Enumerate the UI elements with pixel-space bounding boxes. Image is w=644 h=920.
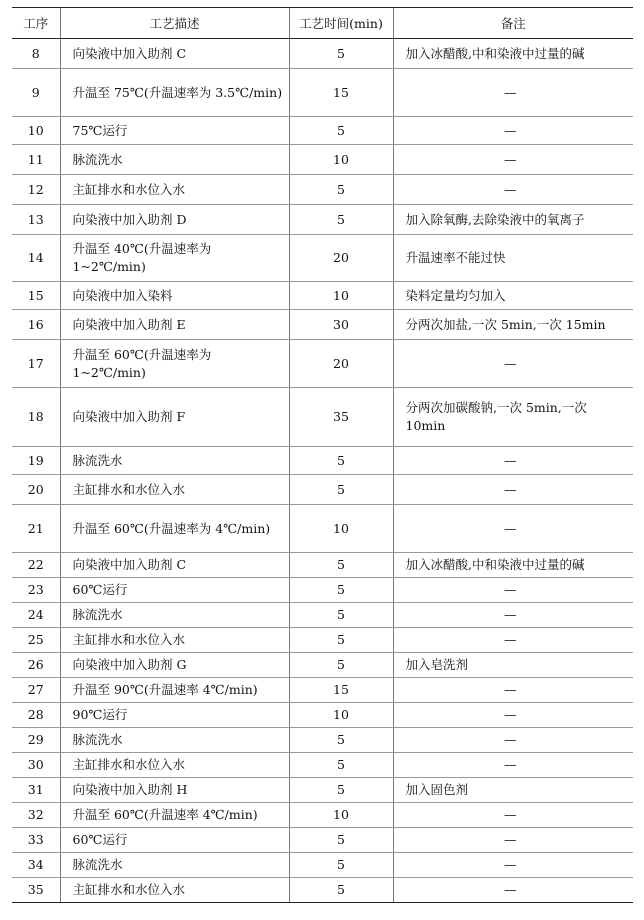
note-cell: —	[393, 703, 633, 728]
time-cell: 10	[289, 145, 393, 175]
step-cell: 21	[12, 505, 60, 553]
description-cell: 向染液中加入助剂 C	[60, 553, 289, 578]
description-cell: 向染液中加入染料	[60, 282, 289, 310]
table-row	[12, 235, 633, 282]
note-cell: 升温速率不能过快	[393, 235, 633, 282]
step-cell: 9	[12, 69, 60, 117]
step-cell: 26	[12, 653, 60, 678]
time-cell: 15	[289, 69, 393, 117]
description-cell: 脉流洗水	[60, 853, 289, 878]
description-cell: 75℃运行	[60, 117, 289, 145]
table-row	[12, 117, 633, 145]
table-row	[12, 282, 633, 310]
time-cell: 5	[289, 753, 393, 778]
time-cell: 5	[289, 778, 393, 803]
description-cell: 向染液中加入助剂 G	[60, 653, 289, 678]
step-cell: 31	[12, 778, 60, 803]
time-cell: 5	[289, 553, 393, 578]
time-cell: 5	[289, 878, 393, 903]
description-cell: 升温至 60℃(升温速率为 4℃/min)	[60, 505, 289, 553]
note-cell: 分两次加碳酸钠,一次 5min,一次 10min	[393, 388, 633, 447]
step-cell: 8	[12, 39, 60, 69]
table-row	[12, 505, 633, 553]
description-cell: 主缸排水和水位入水	[60, 753, 289, 778]
step-cell: 30	[12, 753, 60, 778]
note-cell: —	[393, 505, 633, 553]
time-cell: 5	[289, 205, 393, 235]
process-table-container	[12, 7, 633, 903]
step-cell: 32	[12, 803, 60, 828]
step-cell: 14	[12, 235, 60, 282]
time-cell: 10	[289, 282, 393, 310]
description-cell: 向染液中加入助剂 C	[60, 39, 289, 69]
note-cell: —	[393, 175, 633, 205]
table-row	[12, 39, 633, 69]
process-table	[12, 7, 633, 903]
table-row	[12, 803, 633, 828]
step-cell: 12	[12, 175, 60, 205]
note-cell: 染料定量均匀加入	[393, 282, 633, 310]
table-row	[12, 778, 633, 803]
note-cell: —	[393, 145, 633, 175]
time-cell: 35	[289, 388, 393, 447]
time-cell: 10	[289, 505, 393, 553]
table-row	[12, 628, 633, 653]
table-row	[12, 853, 633, 878]
note-cell: —	[393, 628, 633, 653]
time-cell: 5	[289, 175, 393, 205]
table-header-row	[12, 8, 633, 39]
step-cell: 20	[12, 475, 60, 505]
time-cell: 5	[289, 653, 393, 678]
table-row	[12, 145, 633, 175]
table-row	[12, 310, 633, 340]
description-cell: 向染液中加入助剂 F	[60, 388, 289, 447]
description-cell: 脉流洗水	[60, 728, 289, 753]
description-cell: 升温至 60℃(升温速率为 1~2℃/min)	[60, 340, 289, 388]
note-cell: —	[393, 728, 633, 753]
note-cell: 加入皂洗剂	[393, 653, 633, 678]
description-cell: 脉流洗水	[60, 603, 289, 628]
table-row	[12, 553, 633, 578]
table-row	[12, 447, 633, 475]
time-cell: 5	[289, 447, 393, 475]
table-row	[12, 753, 633, 778]
time-cell: 5	[289, 39, 393, 69]
description-cell: 60℃运行	[60, 828, 289, 853]
table-row	[12, 603, 633, 628]
time-cell: 5	[289, 117, 393, 145]
step-cell: 34	[12, 853, 60, 878]
time-cell: 30	[289, 310, 393, 340]
step-cell: 17	[12, 340, 60, 388]
table-row	[12, 878, 633, 903]
step-cell: 25	[12, 628, 60, 653]
note-cell: —	[393, 117, 633, 145]
note-cell: 加入固色剂	[393, 778, 633, 803]
note-cell: —	[393, 878, 633, 903]
step-cell: 11	[12, 145, 60, 175]
step-cell: 10	[12, 117, 60, 145]
time-cell: 5	[289, 628, 393, 653]
table-row	[12, 175, 633, 205]
note-cell: —	[393, 69, 633, 117]
table-row	[12, 475, 633, 505]
time-cell: 20	[289, 340, 393, 388]
description-cell: 脉流洗水	[60, 145, 289, 175]
table-row	[12, 653, 633, 678]
description-cell: 升温至 75℃(升温速率为 3.5℃/min)	[60, 69, 289, 117]
note-cell: —	[393, 803, 633, 828]
note-cell: —	[393, 578, 633, 603]
description-cell: 60℃运行	[60, 578, 289, 603]
note-cell: —	[393, 853, 633, 878]
time-cell: 5	[289, 578, 393, 603]
table-row	[12, 340, 633, 388]
description-cell: 升温至 40℃(升温速率为 1~2℃/min)	[60, 235, 289, 282]
table-row	[12, 703, 633, 728]
step-cell: 22	[12, 553, 60, 578]
step-cell: 23	[12, 578, 60, 603]
table-row	[12, 578, 633, 603]
note-cell: —	[393, 678, 633, 703]
step-cell: 15	[12, 282, 60, 310]
step-cell: 16	[12, 310, 60, 340]
header-step: 工序	[12, 8, 60, 39]
note-cell: —	[393, 475, 633, 505]
note-cell: 加入冰醋酸,中和染液中过量的碱	[393, 553, 633, 578]
description-cell: 主缸排水和水位入水	[60, 628, 289, 653]
header-description: 工艺描述	[60, 8, 289, 39]
description-cell: 向染液中加入助剂 D	[60, 205, 289, 235]
description-cell: 向染液中加入助剂 H	[60, 778, 289, 803]
header-note: 备注	[393, 8, 633, 39]
header-time: 工艺时间(min)	[289, 8, 393, 39]
description-cell: 升温至 90℃(升温速率 4℃/min)	[60, 678, 289, 703]
step-cell: 35	[12, 878, 60, 903]
table-row	[12, 69, 633, 117]
description-cell: 主缸排水和水位入水	[60, 475, 289, 505]
step-cell: 33	[12, 828, 60, 853]
note-cell: —	[393, 753, 633, 778]
time-cell: 5	[289, 828, 393, 853]
time-cell: 10	[289, 703, 393, 728]
table-row	[12, 205, 633, 235]
time-cell: 20	[289, 235, 393, 282]
note-cell: 分两次加盐,一次 5min,一次 15min	[393, 310, 633, 340]
time-cell: 5	[289, 603, 393, 628]
description-cell: 脉流洗水	[60, 447, 289, 475]
step-cell: 28	[12, 703, 60, 728]
note-cell: —	[393, 340, 633, 388]
time-cell: 5	[289, 728, 393, 753]
step-cell: 29	[12, 728, 60, 753]
time-cell: 5	[289, 475, 393, 505]
note-cell: 加入冰醋酸,中和染液中过量的碱	[393, 39, 633, 69]
step-cell: 19	[12, 447, 60, 475]
description-cell: 向染液中加入助剂 E	[60, 310, 289, 340]
time-cell: 10	[289, 803, 393, 828]
description-cell: 90℃运行	[60, 703, 289, 728]
step-cell: 13	[12, 205, 60, 235]
note-cell: —	[393, 603, 633, 628]
table-row	[12, 678, 633, 703]
table-row	[12, 728, 633, 753]
table-row	[12, 828, 633, 853]
note-cell: —	[393, 828, 633, 853]
description-cell: 主缸排水和水位入水	[60, 175, 289, 205]
table-body	[12, 39, 633, 903]
step-cell: 27	[12, 678, 60, 703]
table-row	[12, 388, 633, 447]
note-cell: —	[393, 447, 633, 475]
description-cell: 升温至 60℃(升温速率 4℃/min)	[60, 803, 289, 828]
description-cell: 主缸排水和水位入水	[60, 878, 289, 903]
time-cell: 5	[289, 853, 393, 878]
step-cell: 24	[12, 603, 60, 628]
step-cell: 18	[12, 388, 60, 447]
time-cell: 15	[289, 678, 393, 703]
note-cell: 加入除氧酶,去除染液中的氧离子	[393, 205, 633, 235]
